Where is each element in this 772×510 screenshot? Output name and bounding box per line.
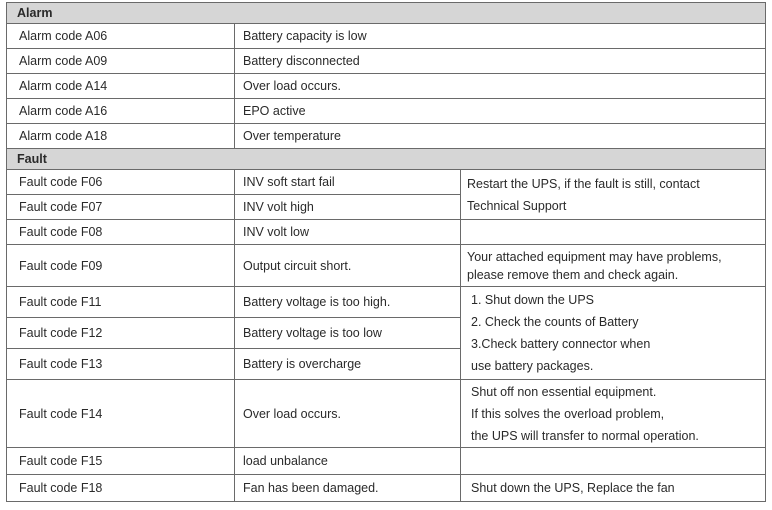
fault-action bbox=[461, 170, 766, 220]
alarm-code: Alarm code A16 bbox=[7, 99, 235, 124]
fault-description: INV volt low bbox=[235, 220, 461, 245]
alarm-description: Over temperature bbox=[235, 124, 766, 149]
fault-action bbox=[461, 380, 766, 448]
fault-action bbox=[461, 287, 766, 380]
fault-code: Fault code F13 bbox=[7, 349, 235, 380]
fault-code: Fault code F11 bbox=[7, 287, 235, 318]
table-row bbox=[7, 99, 766, 124]
table-row bbox=[7, 287, 766, 318]
action-line: Your attached equipment may have problems, bbox=[467, 249, 722, 264]
ups-code-table bbox=[6, 2, 766, 502]
fault-description: INV volt high bbox=[235, 195, 461, 220]
fault-description: Battery voltage is too high. bbox=[235, 287, 461, 318]
fault-code: Fault code F12 bbox=[7, 318, 235, 349]
table-row bbox=[7, 170, 766, 195]
action-line: use battery packages. bbox=[471, 359, 594, 373]
table-row bbox=[7, 74, 766, 99]
table-row bbox=[7, 245, 766, 287]
alarm-code: Alarm code A09 bbox=[7, 49, 235, 74]
fault-code: Fault code F15 bbox=[7, 448, 235, 475]
action-line: the UPS will transfer to normal operation. bbox=[471, 428, 699, 443]
fault-code: Fault code F09 bbox=[7, 245, 235, 287]
fault-code: Fault code F14 bbox=[7, 380, 235, 448]
action-line: 3.Check battery connector when bbox=[471, 337, 651, 351]
alarm-code: Alarm code A14 bbox=[7, 74, 235, 99]
table-row bbox=[7, 49, 766, 74]
alarm-code: Alarm code A06 bbox=[7, 24, 235, 49]
alarm-description: EPO active bbox=[235, 99, 766, 124]
table-row bbox=[7, 475, 766, 502]
table-row bbox=[7, 220, 766, 245]
fault-description: Battery is overcharge bbox=[235, 349, 461, 380]
alarm-description: Over load occurs. bbox=[235, 74, 766, 99]
action-line: Restart the UPS, if the fault is still, contact bbox=[467, 176, 700, 191]
fault-action: Shut down the UPS, Replace the fan bbox=[461, 475, 766, 502]
action-line: Technical Support bbox=[467, 198, 567, 213]
fault-description: Output circuit short. bbox=[235, 245, 461, 287]
empty-cell bbox=[461, 220, 766, 245]
empty-cell bbox=[461, 448, 766, 475]
fault-code: Fault code F07 bbox=[7, 195, 235, 220]
action-line: 1. Shut down the UPS bbox=[471, 293, 594, 307]
alarm-description: Battery capacity is low bbox=[235, 24, 766, 49]
section-title: Alarm bbox=[7, 3, 766, 24]
alarm-description: Battery disconnected bbox=[235, 49, 766, 74]
fault-description: Fan has been damaged. bbox=[235, 475, 461, 502]
fault-description: load unbalance bbox=[235, 448, 461, 475]
fault-description: Battery voltage is too low bbox=[235, 318, 461, 349]
fault-code: Fault code F08 bbox=[7, 220, 235, 245]
action-line: please remove them and check again. bbox=[467, 267, 679, 282]
section-title: Fault bbox=[7, 149, 766, 170]
action-line: If this solves the overload problem, bbox=[471, 406, 665, 421]
fault-section-header bbox=[7, 149, 766, 170]
alarm-code: Alarm code A18 bbox=[7, 124, 235, 149]
action-line: 2. Check the counts of Battery bbox=[471, 315, 639, 329]
table-row bbox=[7, 24, 766, 49]
action-line: Shut off non essential equipment. bbox=[471, 384, 657, 399]
fault-description: Over load occurs. bbox=[235, 380, 461, 448]
fault-action bbox=[461, 245, 766, 287]
alarm-section-header bbox=[7, 3, 766, 24]
table-row bbox=[7, 380, 766, 448]
table-row bbox=[7, 124, 766, 149]
table-row bbox=[7, 448, 766, 475]
fault-description: INV soft start fail bbox=[235, 170, 461, 195]
fault-code: Fault code F18 bbox=[7, 475, 235, 502]
fault-code: Fault code F06 bbox=[7, 170, 235, 195]
